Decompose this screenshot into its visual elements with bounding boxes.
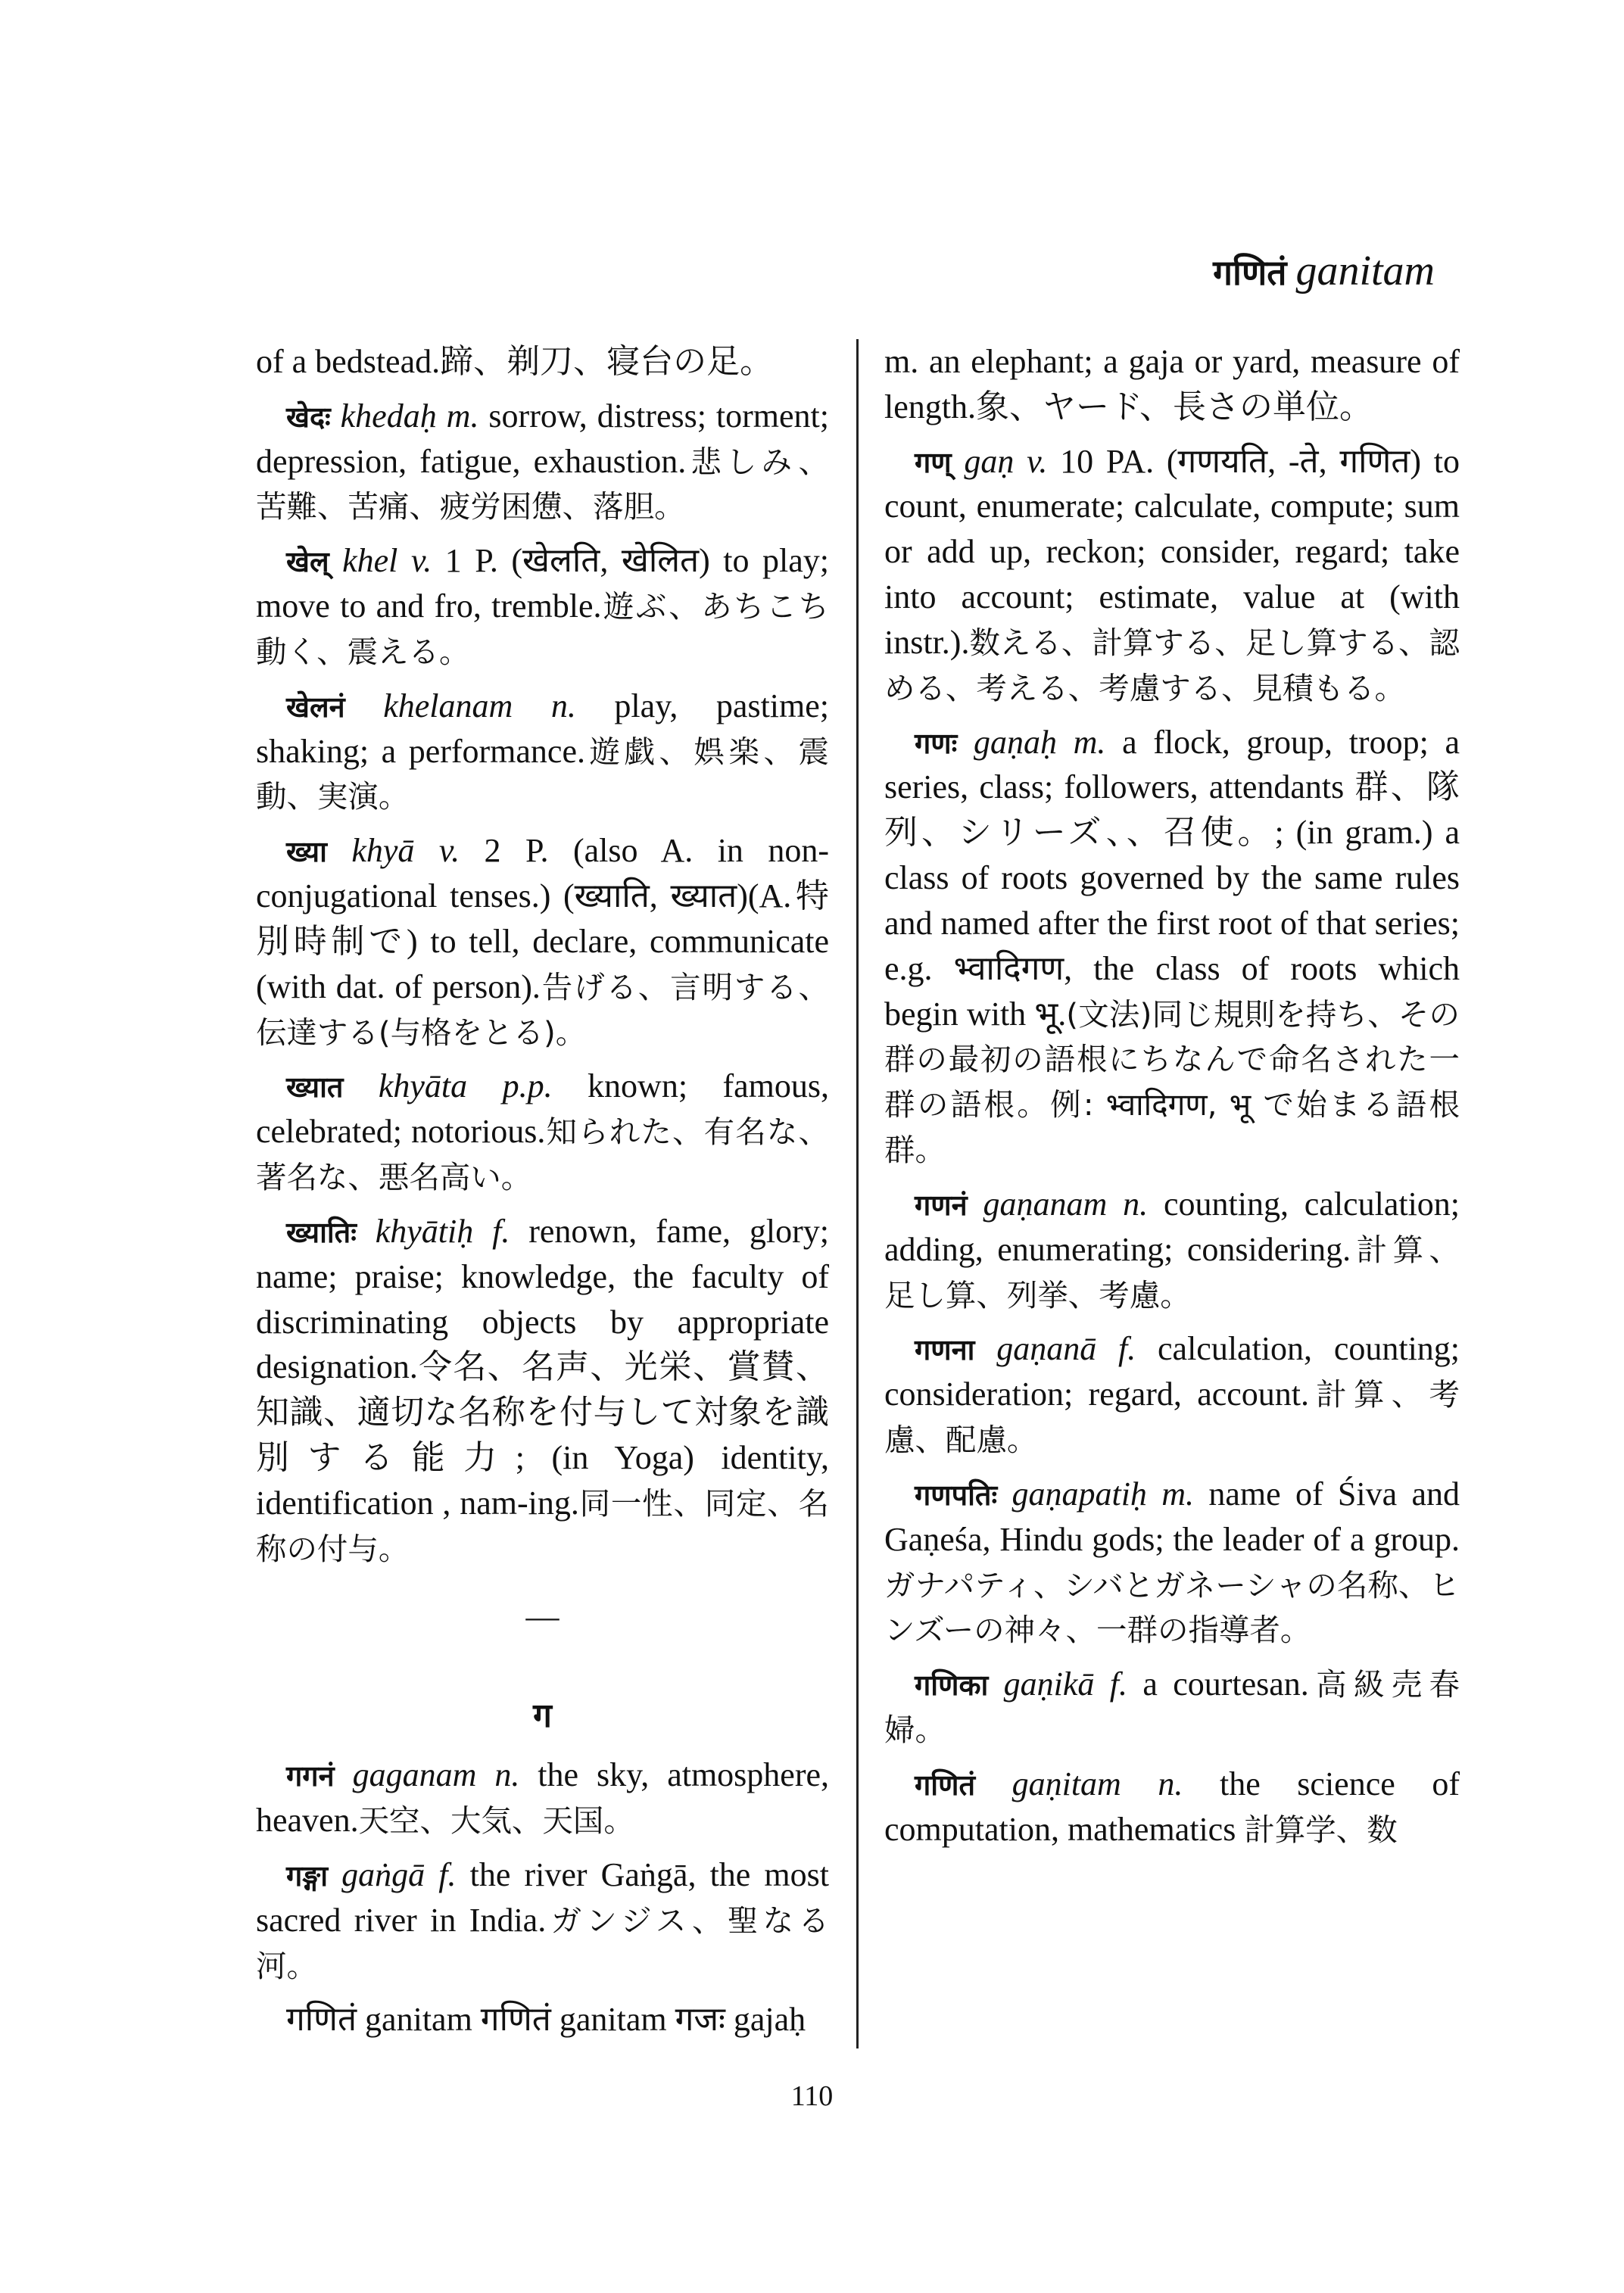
column-divider: [856, 339, 859, 2048]
entry-romanization: gaganam: [352, 1756, 477, 1794]
entry-japanese: 計算、足し算、列挙、考慮。: [884, 1231, 1460, 1313]
entry-romanization: khyāta: [378, 1067, 468, 1105]
entry-grammar: n.: [550, 687, 576, 724]
entry-definition: 1 P. (खेलति, खेलित) to play; move to and fro, tremble.: [256, 542, 830, 625]
dictionary-entry: [256, 1209, 829, 1572]
dictionary-entry: [256, 538, 829, 674]
entry-headword: खेल्: [286, 545, 329, 579]
dictionary-entry: [256, 394, 829, 529]
right-column: [884, 339, 1460, 1862]
entry-romanization: khyā: [351, 832, 415, 870]
section-letter-heading: ग: [533, 1696, 552, 1736]
entry-definition: renown, fame, glory; name; praise; knowledge, the faculty of discriminating objects by appropriate designation.令名、名声、光栄、賞賛、知識、適切な名称を付与して対象を識別する能力; (in Yoga) identity, identification , nam-ing.: [256, 1212, 829, 1522]
entry-japanese: 同一性、同定、名称の付与。: [256, 1485, 830, 1567]
entry-romanization: khedaḥ: [340, 397, 437, 435]
entry-headword: गगनं: [286, 1759, 335, 1793]
entry-definition: the river Gaṅgā, the most sacred river in India.: [256, 1855, 829, 1939]
entry-headword: गणपतिः: [915, 1478, 998, 1512]
entry-grammar: n.: [1123, 1185, 1149, 1223]
entry-romanization: khyātiḥ: [375, 1212, 474, 1250]
dictionary-entry: [884, 439, 1460, 711]
entry-definition: 10 PA. (गणयति, -ते, गणित) to count, enumerate; calculate, compute; sum or add up, reckon; consider, regard; take into account; estimate, value at (with instr.).: [884, 442, 1460, 661]
entry-romanization: gaṇanā: [996, 1330, 1097, 1368]
entry-japanese: ガンジス、聖なる河。: [256, 1902, 829, 1984]
page-number: 110: [790, 2080, 834, 2112]
entry-headword: गण्: [915, 445, 952, 479]
running-head-roman: ganitam: [1295, 248, 1435, 294]
entry-definition: counting, calculation; adding, enumerating; considering.: [884, 1185, 1460, 1268]
entry-headword: ख्यातिः: [286, 1215, 357, 1249]
dictionary-entry: [884, 1662, 1460, 1752]
entry-japanese: 悲しみ、苦難、苦痛、疲労困憊、落胆。: [256, 443, 829, 525]
section-separator: —: [525, 1597, 560, 1635]
dictionary-entry: [256, 1064, 829, 1199]
entry-japanese: 高級売春婦。: [884, 1666, 1460, 1749]
entry-romanization: gaṇanam: [983, 1185, 1108, 1223]
left-top-fragment: of a bedstead.蹄、剃刀、寝台の足。: [256, 343, 774, 380]
entry-headword: खेलनं: [286, 690, 345, 724]
entry-definition: the sky, atmosphere, heaven.: [256, 1756, 830, 1840]
entry-grammar: f.: [1109, 1665, 1127, 1703]
left-column: [256, 339, 829, 2052]
entry-grammar: n.: [1158, 1765, 1183, 1802]
entry-japanese: 計算学、数: [1244, 1811, 1398, 1848]
entry-japanese: 遊戯、娯楽、震動、実演。: [256, 733, 829, 815]
entry-headword: गणिका: [915, 1668, 989, 1703]
entry-grammar: v.: [1027, 442, 1048, 480]
dictionary-entry: [884, 1472, 1460, 1653]
dictionary-entry: [884, 1182, 1460, 1317]
entry-romanization: gaṇikā: [1003, 1665, 1095, 1703]
dictionary-entry: [256, 1852, 829, 1988]
entry-japanese: 計算、考慮、配慮。: [884, 1376, 1460, 1459]
entry-japanese: 数える、計算する、足し算する、認める、考える、考慮する、見積もる。: [884, 624, 1460, 706]
entry-headword: गणः: [915, 726, 958, 760]
entry-romanization: gaṇaḥ: [973, 723, 1057, 761]
entry-definition: a courtesan.: [1127, 1665, 1309, 1703]
entry-headword: खेदः: [286, 400, 331, 434]
entry-grammar: p.p.: [502, 1067, 553, 1105]
entry-definition: a flock, group, troop; a series, class; followers, attendants 群、隊列、シリーズ、、召使。; (in gram.) a class of roots governed by the same rules and named after the first root of that series; e.g. भ्वादिगण, the class of roots which begin with भू.: [884, 723, 1460, 1033]
entry-grammar: f.: [492, 1212, 510, 1250]
entry-definition: play, pastime; shaking; a performance.: [256, 687, 829, 770]
entry-grammar: n.: [494, 1756, 520, 1794]
entry-grammar: m.: [446, 397, 479, 435]
entry-romanization: khelanam: [383, 687, 513, 724]
entry-japanese: (文法)同じ規則を持ち、その群の最初の語根にちなんで命名された一群の語根。例: भ्वादिगण, भू で始まる語根群。: [884, 995, 1460, 1169]
entry-romanization: gaṇitam: [1011, 1765, 1121, 1802]
entry-definition: 2 P. (also A. in non-conjugational tenses.) (ख्याति, ख्यात)(A.特別時制で) to tell, declare, communicate (with dat. of person).: [256, 832, 830, 1005]
dictionary-entry: [884, 1326, 1460, 1462]
dictionary-entry: [256, 684, 829, 819]
dictionary-entry: [884, 720, 1460, 1173]
entry-japanese: 遊ぶ、あちこち動く、震える。: [256, 588, 829, 670]
dictionary-entry: [256, 828, 829, 1055]
entry-japanese: ガナパティ、シバとガネーシャの名称、ヒンズーの神々、一群の指導者。: [884, 1566, 1460, 1649]
entry-romanization: khel: [342, 542, 398, 580]
entry-grammar: m.: [1073, 723, 1106, 761]
dictionary-entry: [256, 1752, 829, 1843]
entry-headword: गणना: [915, 1333, 975, 1367]
left-bottom-line: गणितं ganitam गणितं ganitam गजः gajaḥ: [286, 2001, 806, 2039]
entry-japanese: 告げる、言明する、伝達する(与格をとる)。: [256, 968, 829, 1051]
entry-japanese: 天空、大気、天国。: [358, 1802, 634, 1840]
entry-definition: known; famous, celebrated; notorious.: [256, 1067, 830, 1151]
entry-romanization: gaṅgā: [341, 1855, 425, 1893]
entry-japanese: 知られた、有名な、著名な、悪名高い。: [256, 1114, 829, 1196]
entry-definition: the science of computation, mathematics: [884, 1765, 1460, 1848]
entry-headword: ख्यात: [286, 1070, 344, 1104]
entry-definition: calculation, counting; consideration; regard, account.: [884, 1330, 1460, 1413]
entry-grammar: f.: [438, 1855, 457, 1893]
entry-romanization: gaṇapatiḥ: [1011, 1475, 1147, 1513]
dictionary-entry: [884, 1762, 1460, 1852]
entry-definition: name of Śiva and Gaṇeśa, Hindu gods; the leader of a group.: [884, 1475, 1460, 1558]
entry-headword: गणनं: [915, 1188, 968, 1222]
entry-grammar: v.: [410, 542, 432, 580]
entry-grammar: f.: [1118, 1330, 1136, 1368]
entry-definition: sorrow, distress; torment; depression, fatigue, exhaustion.: [256, 397, 830, 480]
running-head-devanagari: गणितं: [1213, 252, 1287, 293]
entry-headword: गङ्गा: [286, 1858, 329, 1893]
right-top-fragment: m. an elephant; a gaja or yard, measure of length.象、ヤード、長さの単位。: [884, 343, 1460, 425]
entry-headword: ख्या: [286, 835, 327, 869]
entry-grammar: m.: [1161, 1475, 1195, 1513]
entry-headword: गणितं: [915, 1768, 976, 1802]
entry-grammar: v.: [438, 832, 460, 870]
running-head: [1213, 250, 1435, 292]
entry-romanization: gaṇ: [964, 442, 1015, 480]
